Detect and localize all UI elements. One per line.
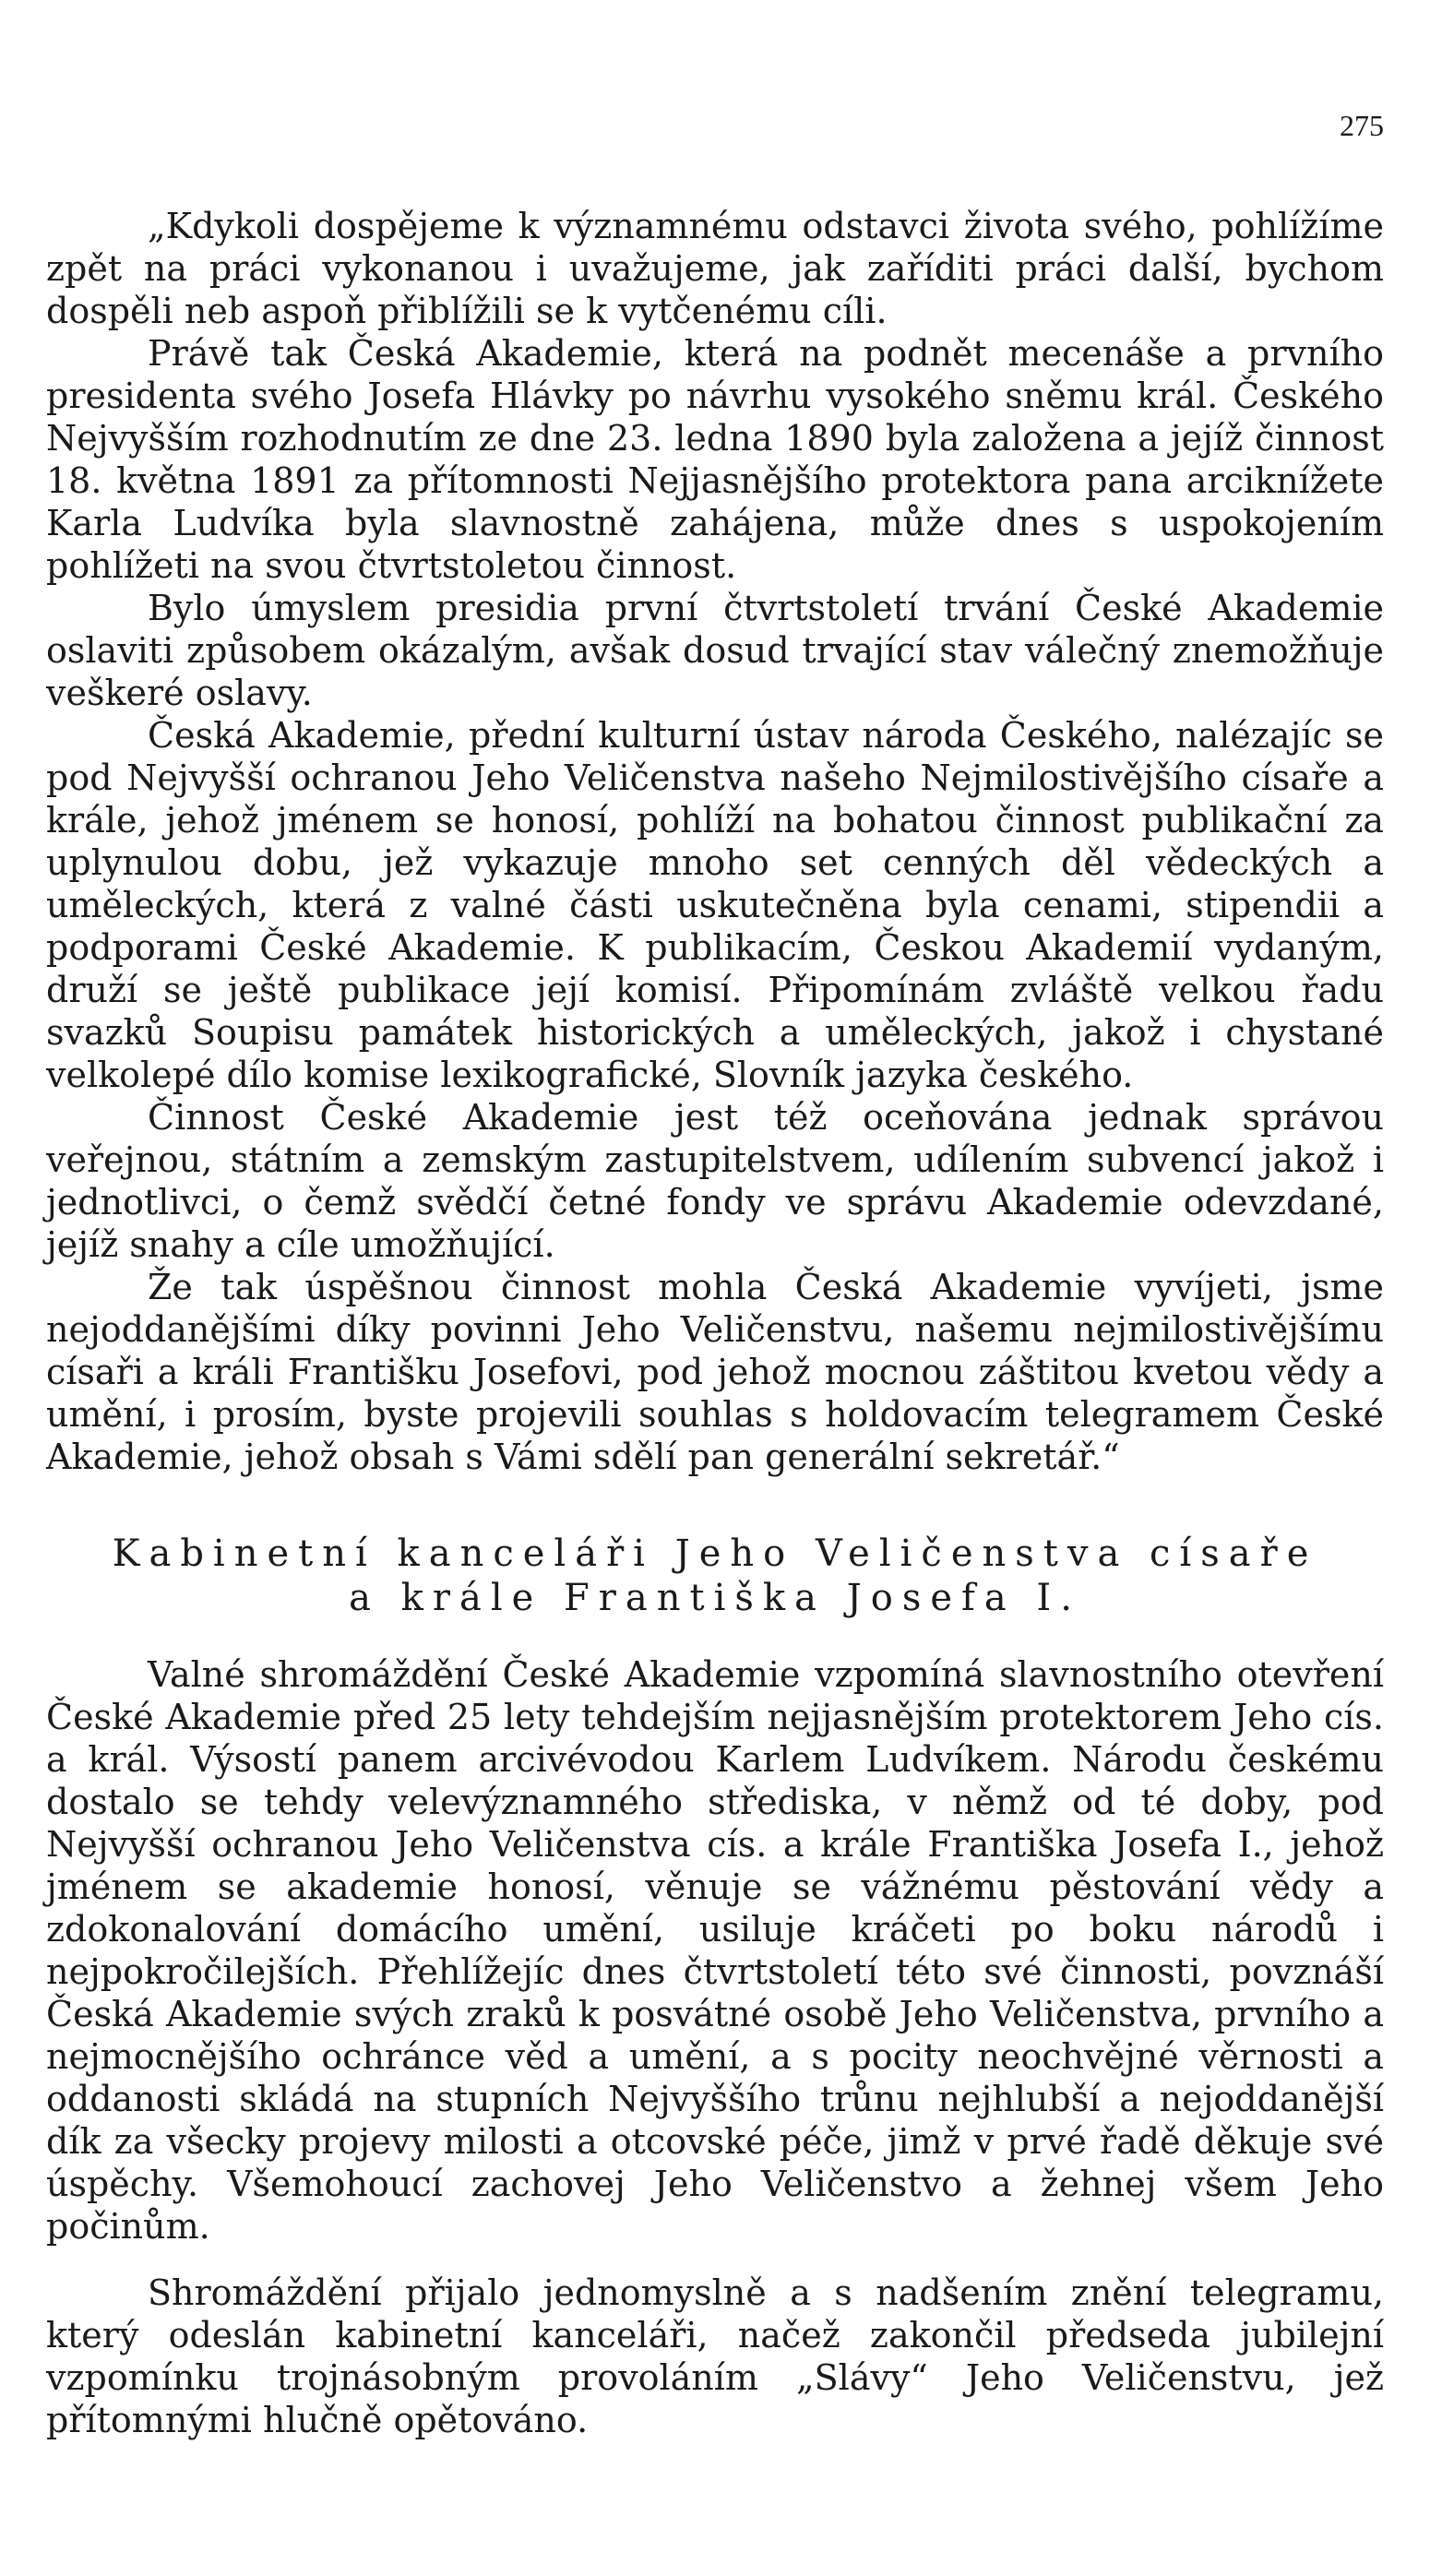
telegram-text [46,1653,1384,2248]
speech-paragraph: Že tak úspěšnou činnost mohla Česká Akademie vyvíjeti, jsme nejoddanějšími díky povinni Jeho Veličenstvu, našemu nejmilostivějšímu císaři a králi Františku Josefovi, pod jehož mocnou záštitou kvetou vědy a umění, i prosím, byste projevili souhlas s holdovacím telegramem České Akademie, jehož obsah s Vámi sdělí pan generální sekretář.“ [46,1267,1384,1477]
page-number: 275 [1340,109,1384,142]
speech-text [46,205,1384,1478]
speech-paragraph: „Kdykoli dospějeme k významnému odstavci života svého, pohlížíme zpět na práci vykonanou i uvažujeme, jak zaříditi práci další, bychom dospěli neb aspoň přiblížili se k vytčenému cíli. [46,206,1384,331]
closing-text [46,2272,1384,2441]
telegram-heading [46,1532,1384,1620]
telegram-heading-line-1: Kabinetní kanceláři Jeho Veličenstva císaře [112,1532,1318,1575]
speech-paragraph: Bylo úmyslem presidia první čtvrtstoletí trvání České Akademie oslaviti způsobem okázalým, avšak dosud trvající stav válečný znemožňuje veškeré oslavy. [46,588,1384,713]
speech-paragraph: Činnost České Akademie jest též oceňována jednak správou veřejnou, státním a zemským zastupitelstvem, udílením subvencí jakož i jednotlivci, o čemž svědčí četné fondy ve správu Akademie odevzdané, jejíž snahy a cíle umožňující. [46,1097,1384,1265]
closing-paragraph: Shromáždění přijalo jednomyslně a s nadšením znění telegramu, který odeslán kabinetní kanceláři, načež zakončil předseda jubilejní vzpomínku trojnásobným provoláním „Slávy“ Jeho Veličenstvu, jež přítomnými hlučně opětováno. [46,2272,1384,2440]
speech-paragraph: Právě tak Česká Akademie, která na podnět mecenáše a prvního presidenta svého Josefa Hlávky po návrhu vysokého sněmu král. Českého Nejvyšším rozhodnutím ze dne 23. ledna 1890 byla založena a jejíž činnost 18. května 1891 za přítomnosti Nejjasnějšího protektora pana arciknížete Karla Ludvíka byla slavnostně zahájena, může dnes s uspokojením pohlížeti na svou čtvrtstoletou činnost. [46,333,1384,586]
speech-paragraph: Česká Akademie, přední kulturní ústav národa Českého, nalézajíc se pod Nejvyšší ochranou Jeho Veličenstva našeho Nejmilostivějšího císaře a krále, jehož jménem se honosí, pohlíží na bohatou činnost publikační za uplynulou dobu, jež vykazuje mnoho set cenných děl vědeckých a uměleckých, která z valné části uskutečněna byla cenami, stipendii a podporami České Akademie. K publikacím, Českou Akademií vydaným, druží se ještě publikace její komisí. Připomínám zvláště velkou řadu svazků Soupisu památek historických a uměleckých, jakož i chystané velkolepé dílo komise lexikografické, Slovník jazyka českého. [46,715,1384,1095]
telegram-body: Valné shromáždění České Akademie vzpomíná slavnostního otevření České Akademie před 25 lety tehdejším nejjasnějším protektorem Jeho cís. a král. Výsostí panem arcivévodou Karlem Ludvíkem. Národu českému dostalo se tehdy velevýznamného střediska, v němž od té doby, pod Nejvyšší ochranou Jeho Veličenstva cís. a krále Františka Josefa I., jehož jménem se akademie honosí, věnuje se vážnému pěstování vědy a zdokonalování domácího umění, usiluje kráčeti po boku národů i nejpokročilejších. Přehlížejíc dnes čtvrtstoletí této své činnosti, povznáší Česká Akademie svých zraků k posvátné osobě Jeho Veličenstva, prvního a nejmocnějšího ochránce věd a umění, a s pocity neochvějné věrnosti a oddanosti skládá na stupních Nejvyššího trůnu nejhlubší a nejoddanější dík za všecky projevy milosti a otcovské péče, jimž v prvé řadě děkuje své úspěchy. Všemohoucí zachovej Jeho Veličenstvo a žehnej všem Jeho počinům. [46,1654,1384,2247]
telegram-heading-line-2: a krále Františka Josefa I. [349,1577,1081,1619]
